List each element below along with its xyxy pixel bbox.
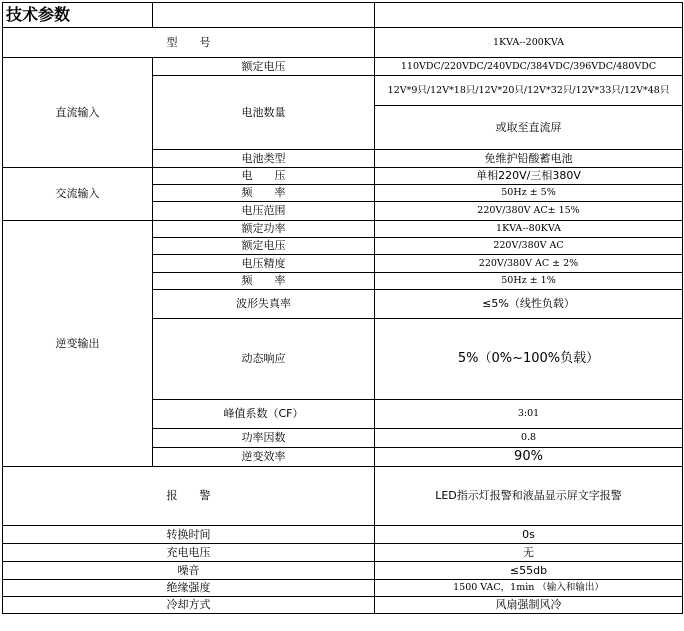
- ac-voltage-label: 电 压: [153, 168, 375, 185]
- cooling-label: 冷却方式: [3, 597, 375, 614]
- power-factor-value: 0.8: [375, 429, 683, 448]
- crest-factor-value: 3:01: [375, 400, 683, 429]
- ac-frequency-value: 50Hz ± 5%: [375, 185, 683, 202]
- power-factor-label: 功率因数: [153, 429, 375, 448]
- dc-rated-voltage-value: 110VDC/220VDC/240VDC/384VDC/396VDC/480VDC: [375, 58, 683, 76]
- table-row: [3, 221, 683, 238]
- table-row: [3, 544, 683, 562]
- dc-input-group: 直流输入: [3, 58, 153, 168]
- insulation-label: 绝缘强度: [3, 580, 375, 597]
- battery-type-label: 电池类型: [153, 150, 375, 168]
- noise-label: 噪音: [3, 562, 375, 580]
- efficiency-value: 90%: [375, 448, 683, 467]
- battery-type-value: 免维护铅酸蓄电池: [375, 150, 683, 168]
- out-frequency-value: 50Hz ± 1%: [375, 273, 683, 290]
- table-title: 技术参数: [3, 3, 153, 28]
- table-row: [3, 168, 683, 185]
- model-row: [3, 28, 683, 58]
- spec-table: [2, 2, 683, 614]
- battery-count-value: 12V*9只/12V*18只/12V*20只/12V*32只/12V*33只/12V*48只: [375, 76, 683, 106]
- ac-voltage-range-label: 电压范围: [153, 202, 375, 221]
- dc-rated-voltage-label: 额定电压: [153, 58, 375, 76]
- efficiency-label: 逆变效率: [153, 448, 375, 467]
- out-frequency-label: 频 率: [153, 273, 375, 290]
- model-label: 型 号: [3, 28, 375, 58]
- rated-power-label: 额定功率: [153, 221, 375, 238]
- noise-value: ≤55db: [375, 562, 683, 580]
- voltage-accuracy-label: 电压精度: [153, 255, 375, 273]
- rated-power-value: 1KVA--80KVA: [375, 221, 683, 238]
- voltage-accuracy-value: 220V/380V AC ± 2%: [375, 255, 683, 273]
- alarm-value: LED指示灯报警和液晶显示屏文字报警: [375, 467, 683, 526]
- table-row: [3, 562, 683, 580]
- model-value: 1KVA--200KVA: [375, 28, 683, 58]
- ac-voltage-range-value: 220V/380V AC± 15%: [375, 202, 683, 221]
- table-row: [3, 58, 683, 76]
- cooling-value: 风扇强制风冷: [375, 597, 683, 614]
- alarm-label: 报 警: [3, 467, 375, 526]
- table-row: [3, 580, 683, 597]
- table-row: [3, 597, 683, 614]
- inverter-output-group: 逆变输出: [3, 221, 153, 467]
- table-row: [3, 526, 683, 544]
- ac-voltage-value: 单相220V/三相380V: [375, 168, 683, 185]
- dynamic-response-value: 5%（0%~100%负载）: [375, 319, 683, 400]
- crest-factor-label: 峰值系数（CF）: [153, 400, 375, 429]
- insulation-value: 1500 VAC，1min （输入和输出）: [375, 580, 683, 597]
- out-rated-voltage-value: 220V/380V AC: [375, 238, 683, 255]
- battery-count-alt: 或取至直流屏: [375, 106, 683, 150]
- title-row: [3, 3, 683, 28]
- charge-voltage-label: 充电电压: [3, 544, 375, 562]
- alarm-row: [3, 467, 683, 526]
- waveform-distortion-label: 波形失真率: [153, 290, 375, 319]
- switch-time-label: 转换时间: [3, 526, 375, 544]
- charge-voltage-value: 无: [375, 544, 683, 562]
- ac-frequency-label: 频 率: [153, 185, 375, 202]
- ac-input-group: 交流输入: [3, 168, 153, 221]
- dynamic-response-label: 动态响应: [153, 319, 375, 400]
- out-rated-voltage-label: 额定电压: [153, 238, 375, 255]
- waveform-distortion-value: ≤5%（线性负载）: [375, 290, 683, 319]
- battery-count-label: 电池数量: [153, 76, 375, 150]
- switch-time-value: 0s: [375, 526, 683, 544]
